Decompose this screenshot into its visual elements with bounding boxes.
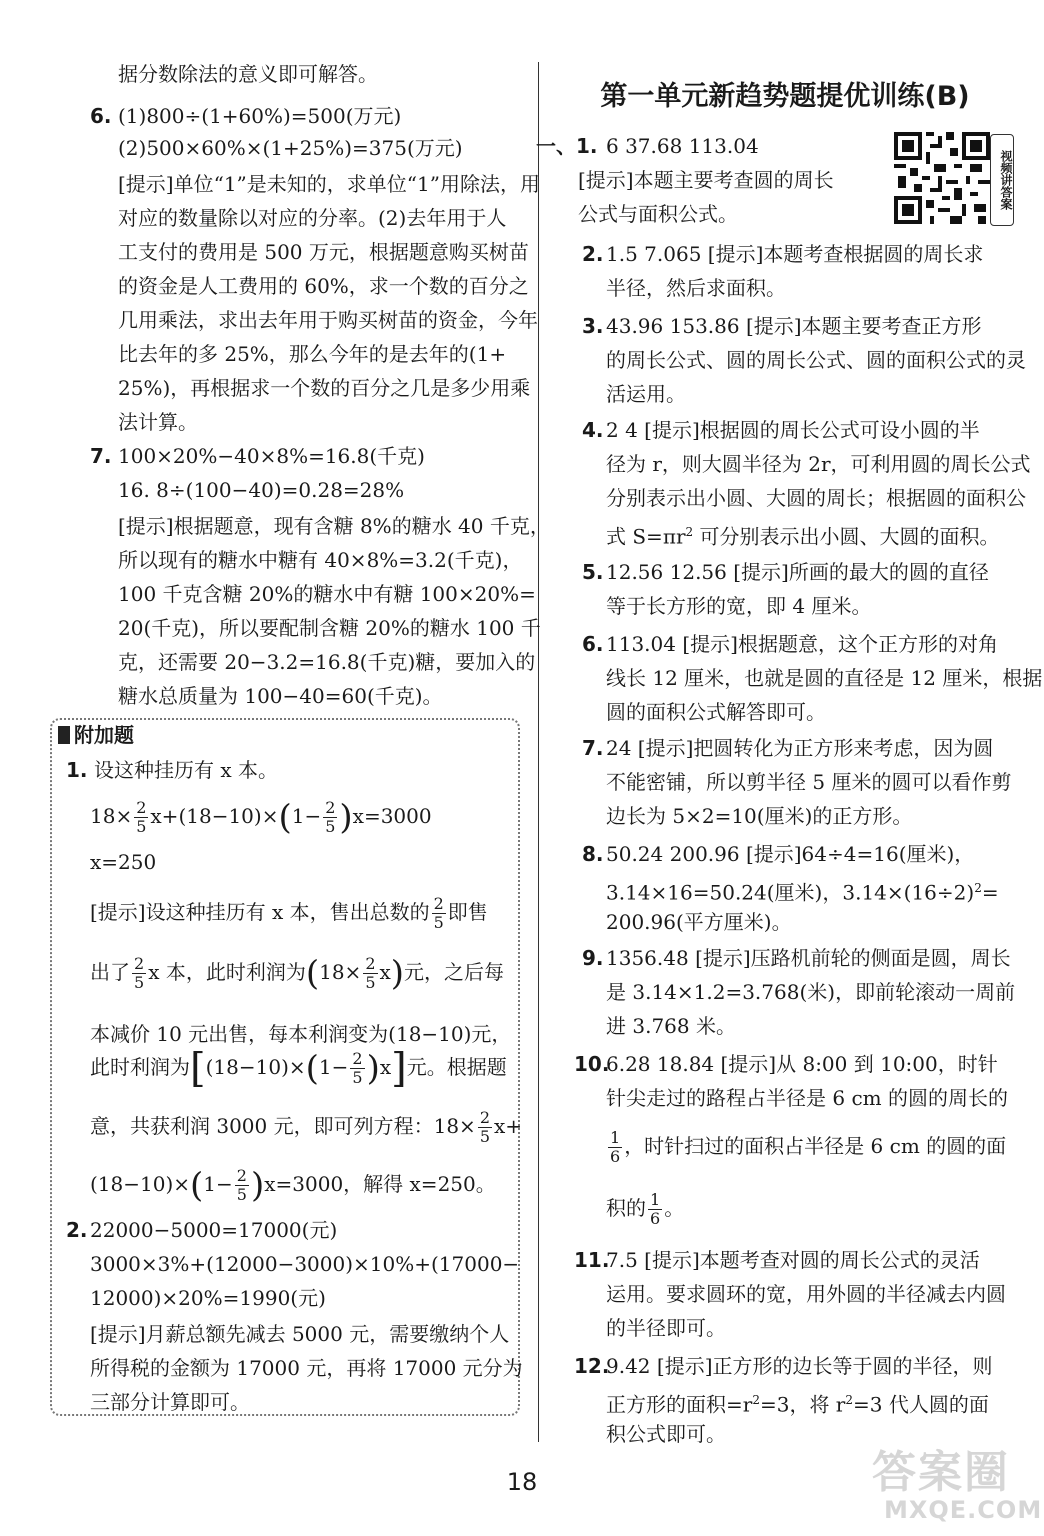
section-title: 第一单元新趋势题提优训练(B): [600, 81, 970, 112]
hint-line: 200.96(平方厘米)。: [606, 910, 792, 934]
hint-line: 积公式即可。: [606, 1422, 726, 1446]
question-number: 12.: [574, 1354, 610, 1378]
extra-questions-tag: 附加题: [58, 722, 134, 748]
watermark-url: MXQE.COM: [884, 1496, 1043, 1524]
hint-line: 正方形的面积$=r^2=3$，将 $r^2=3$ 代人圆的面: [606, 1392, 989, 1417]
hint-line: 式 $S=\pi r^2$ 可分别表示出小圆、大圆的面积。: [606, 524, 1000, 549]
fraction: $\frac{2}{5}$: [352, 1049, 363, 1087]
answer-line: 6.28 18.84 [提示]从 8:00 到 10:00，时针: [606, 1052, 998, 1076]
answer-line: 50.24 200.96 [提示]64÷4=16(厘米)，: [606, 842, 975, 866]
question-number: 4.: [582, 418, 604, 442]
question-number: 10.: [574, 1052, 610, 1076]
question-number: 1.: [66, 758, 88, 782]
question-number: 7.: [582, 736, 604, 760]
fraction: $\frac{1}{6}$: [650, 1190, 661, 1228]
question-number: 9.: [582, 946, 604, 970]
hint-line: 的周长公式、圆的周长公式、圆的面积公式的灵: [606, 348, 1026, 372]
fraction: $\frac{2}{5}$: [236, 1166, 247, 1204]
fraction: $\frac{2}{5}$: [136, 798, 147, 836]
fraction: $\frac{2}{5}$: [479, 1108, 491, 1146]
answer-line: 24 [提示]把圆转化为正方形来考虑，因为圆: [606, 736, 994, 760]
answer-line: 2 4 [提示]根据圆的周长公式可设小圆的半: [606, 418, 980, 442]
answer-line: 16. 8÷(100−40)=0.28=28%: [118, 478, 405, 502]
answer-line: (2)500×60%×(1+25%)=375(万元): [118, 136, 463, 160]
hint-line: 活运用。: [606, 382, 686, 406]
hint-line: 糖水总质量为 100−40=60(千克)。: [118, 684, 443, 708]
hint-line: 进 3.768 米。: [606, 1014, 736, 1038]
question-number: 5.: [582, 560, 604, 584]
hint-line: 克，还需要 20−3.2=16.8(千克)糖，要加入的: [118, 650, 536, 674]
question-number: 6.: [90, 104, 112, 128]
column-divider: [538, 62, 539, 1442]
hint-line: 三部分计算即可。: [90, 1390, 250, 1414]
hint-line: $\frac{1}{6}$ ，时针扫过的面积占半径是 6 cm 的圆的面: [610, 1128, 1007, 1166]
hint-line: 的资金是人工费用的 60%，求一个数的百分之: [118, 274, 529, 298]
hint-line: 边长为 5×2=10(厘米)的正方形。: [606, 804, 913, 828]
hint-line: 运用。要求圆环的宽，用外圆的半径减去内圆: [606, 1282, 1006, 1306]
hint-line: 几用乘法，求出去年用于购买树苗的资金，今年: [118, 308, 538, 332]
answer-line: 1356.48 [提示]压路机前轮的侧面是圆，周长: [606, 946, 1011, 970]
answer-line: 6 37.68 113.04: [606, 134, 759, 158]
hint-line: 分别表示出小圆、大圆的周长；根据圆的面积公: [606, 486, 1026, 510]
fraction: $\frac{2}{5}$: [433, 894, 444, 932]
question-number: 3.: [582, 314, 604, 338]
hint-line: 25%)，再根据求一个数的百分之几是多少用乘: [118, 376, 531, 400]
hint-line: 本减价 10 元出售，每本利润变为(18−10)元，: [90, 1022, 512, 1046]
text-line: 据分数除法的意义即可解答。: [118, 62, 378, 86]
hint-line: 所以现有的糖水中糖有 40×8%=3.2(千克)，: [118, 548, 523, 572]
hint-line: 此时利润为[(18−10)×(1− $\frac{2}{5}$ )x]元。根据题: [90, 1045, 507, 1092]
answer-line: (1)800÷(1+60%)=500(万元): [118, 104, 402, 128]
hint-line: (18−10)×(1− $\frac{2}{5}$ )x=3000，解得 x=250。: [90, 1165, 496, 1206]
watermark: [866, 1432, 1043, 1532]
equation-line: 18× $\frac{2}{5}$ x+(18−10)×(1− $\frac{2}{5}$ )x=3000: [90, 797, 432, 838]
hint-line: 积的 $\frac{1}{6}$ 。: [606, 1190, 685, 1228]
text-line: 设这种挂历有 x 本。: [94, 758, 278, 782]
hint-line: 等于长方形的宽，即 4 厘米。: [606, 594, 872, 618]
answer-line: 113.04 [提示]根据题意，这个正方形的对角: [606, 632, 998, 656]
page-number: 18: [506, 1468, 538, 1496]
hint-line: 半径，然后求面积。: [606, 276, 786, 300]
answer-line: 1.5 7.065 [提示]本题考查根据圆的周长求: [606, 242, 984, 266]
qr-code-label: 视频讲答案: [990, 134, 1014, 226]
fraction: $\frac{2}{5}$: [365, 954, 376, 992]
hint-line: [提示]设这种挂历有 x 本，售出总数的 $\frac{2}{5}$ 即售: [90, 894, 488, 932]
answer-line: 7.5 [提示]本题考查对圆的周长公式的灵活: [606, 1248, 980, 1272]
fraction: $\frac{1}{6}$: [610, 1128, 621, 1166]
answer-line: 3000×3%+(12000−3000)×10%+(17000−: [90, 1252, 520, 1276]
answer-line: 12000)×20%=1990(元): [90, 1286, 326, 1310]
hint-line: 不能密铺，所以剪半径 5 厘米的圆可以看作剪: [606, 770, 1012, 794]
square-icon: [58, 726, 70, 744]
hint-line: 针尖走过的路程占半径是 6 cm 的圆的周长的: [606, 1086, 1008, 1110]
answer-line: 43.96 153.86 [提示]本题主要考查正方形: [606, 314, 982, 338]
hint-line: 对应的数量除以对应的分率。(2)去年用于人: [118, 206, 507, 230]
hint-line: [提示]单位“1”是未知的，求单位“1”用除法，用: [118, 172, 540, 196]
question-number: 7.: [90, 444, 112, 468]
hint-line: [提示]本题主要考查圆的周长: [578, 168, 834, 192]
question-number: 一、1.: [536, 134, 598, 158]
equation-line: x=250: [90, 850, 157, 874]
question-number: 8.: [582, 842, 604, 866]
question-number: 2.: [582, 242, 604, 266]
hint-line: 比去年的多 25%，那么今年的是去年的(1+: [118, 342, 507, 366]
hint-line: 圆的面积公式解答即可。: [606, 700, 826, 724]
hint-line: 所得税的金额为 17000 元，再将 17000 元分为: [90, 1356, 523, 1380]
question-number: 11.: [574, 1248, 610, 1272]
hint-line: 法计算。: [118, 410, 198, 434]
hint-line: 是 3.14×1.2=3.768(米)，即前轮滚动一周前: [606, 980, 1016, 1004]
hint-line: [提示]根据题意，现有含糖 8%的糖水 40 千克，: [118, 514, 550, 538]
hint-line: 径为 r，则大圆半径为 2r，可利用圆的周长公式: [606, 452, 1031, 476]
hint-line: 3.14×16=50.24(厘米)，$3.14\times(16\div 2)^2=$: [606, 880, 999, 905]
hint-line: 工支付的费用是 500 万元，根据题意购买树苗: [118, 240, 529, 264]
qr-code-icon: [894, 132, 990, 224]
answer-line: 22000−5000=17000(元): [90, 1218, 338, 1242]
question-number: 2.: [66, 1218, 88, 1242]
question-number: 6.: [582, 632, 604, 656]
hint-line: 的半径即可。: [606, 1316, 726, 1340]
fraction: $\frac{2}{5}$: [325, 798, 336, 836]
watermark-logo-text: 答案圈: [872, 1447, 1010, 1498]
hint-line: 公式与面积公式。: [578, 202, 738, 226]
answer-line: 100×20%−40×8%=16.8(千克): [118, 444, 425, 468]
hint-line: 线长 12 厘米，也就是圆的直径是 12 厘米，根据: [606, 666, 1043, 690]
hint-line: 20(千克)，所以要配制含糖 20%的糖水 100 千: [118, 616, 541, 640]
answer-line: 12.56 12.56 [提示]所画的最大的圆的直径: [606, 560, 989, 584]
hint-line: [提示]月薪总额先减去 5000 元，需要缴纳个人: [90, 1322, 510, 1346]
hint-line: 意，共获利润 3000 元，即可列方程：18× $\frac{2}{5}$ x+: [90, 1108, 523, 1146]
hint-line: 出了 $\frac{2}{5}$ x 本，此时利润为(18× $\frac{2}{5}$ x)元，之后每: [90, 953, 505, 994]
hint-line: 100 千克含糖 20%的糖水中有糖 100×20%=: [118, 582, 536, 606]
answer-line: 9.42 [提示]正方形的边长等于圆的半径，则: [606, 1354, 993, 1378]
fraction: $\frac{2}{5}$: [134, 954, 145, 992]
